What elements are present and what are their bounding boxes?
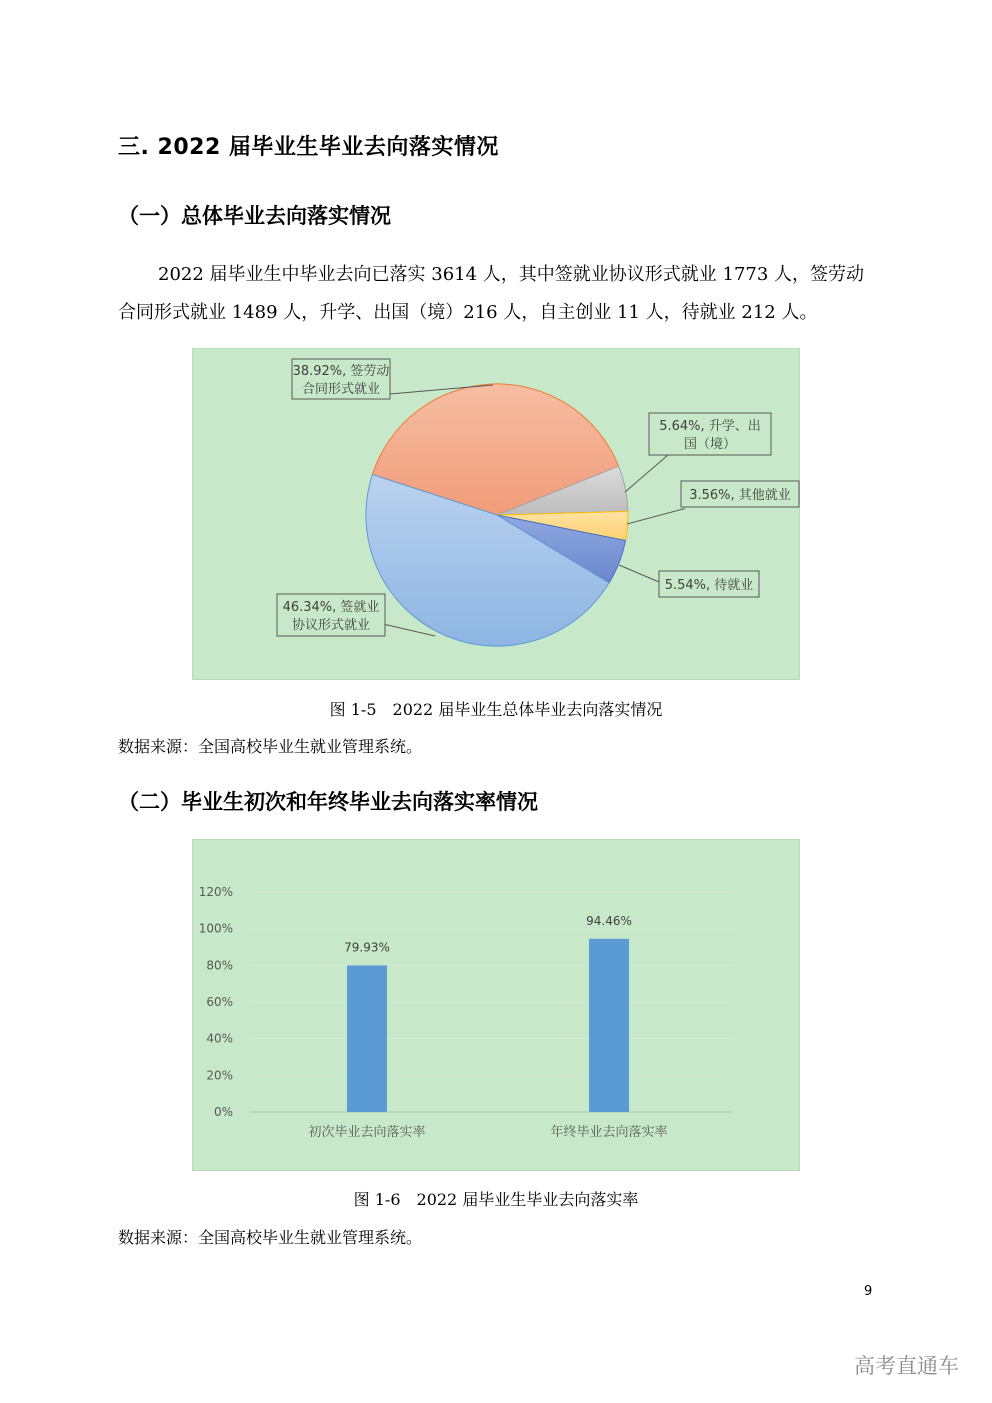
pie-label-box [277,594,385,636]
pie-label-box [659,571,759,597]
pie-label: 5.64%, 升学、出 [659,419,761,434]
bar-data-label: 94.46% [586,913,632,928]
bar [589,939,629,1112]
section-1-title: （一）总体毕业去向落实情况 [118,204,391,228]
pie-label: 38.92%, 签劳动 [292,364,390,379]
pie-label: 46.34%, 签就业 [282,600,380,615]
bar-chart [193,840,801,1172]
pie-label: 国（境） [683,437,737,452]
pie-label: 3.56%, 其他就业 [689,488,791,503]
pie-label: 协议形式就业 [291,618,371,633]
watermark: 高考直通车 [854,1354,959,1378]
pie-label: 5.54%, 待就业 [664,578,754,593]
figure-1-6-caption: 图 1-6 2022 届毕业生毕业去向落实率 [353,1190,639,1209]
x-category-label: 初次毕业去向落实率 [308,1125,426,1140]
bar-chart-panel [192,839,800,1171]
pie-label-box [681,481,799,507]
pie-chart [193,349,801,681]
figure-1-6-source: 数据来源：全国高校毕业生就业管理系统。 [118,1228,423,1247]
y-tick-label: 100% [198,921,233,936]
y-tick-label: 40% [206,1031,233,1046]
pie-label-box [292,359,390,399]
y-tick-label: 80% [206,958,233,973]
y-tick-label: 120% [198,885,233,899]
section-1-paragraph: 2022 届毕业生中毕业去向已落实 3614 人，其中签就业协议形式就业 1773 人，签劳动合同形式就业 1489 人，升学、出国（境）216 人，自主创业 11 人，待就业 212 人。 [118,264,865,323]
bar-data-label: 79.93% [344,940,390,955]
figure-1-5-source: 数据来源：全国高校毕业生就业管理系统。 [118,737,423,756]
pie-label-box [649,413,771,455]
page-heading: 三. 2022 届毕业生毕业去向落实情况 [118,135,499,160]
leader-line [619,565,659,582]
leader-line [627,509,685,524]
y-tick-label: 20% [206,1068,233,1083]
section-2-title: （二）毕业生初次和年终毕业去向落实率情况 [118,790,538,814]
pie-label: 合同形式就业 [301,382,381,397]
figure-1-5-caption: 图 1-5 2022 届毕业生总体毕业去向落实情况 [329,700,663,719]
pie-chart-panel [192,348,800,680]
page-number: 9 [864,1284,873,1299]
bar [347,965,387,1112]
y-tick-label: 60% [206,995,233,1009]
x-category-label: 年终毕业去向落实率 [550,1125,668,1140]
y-tick-label: 0% [213,1105,233,1119]
